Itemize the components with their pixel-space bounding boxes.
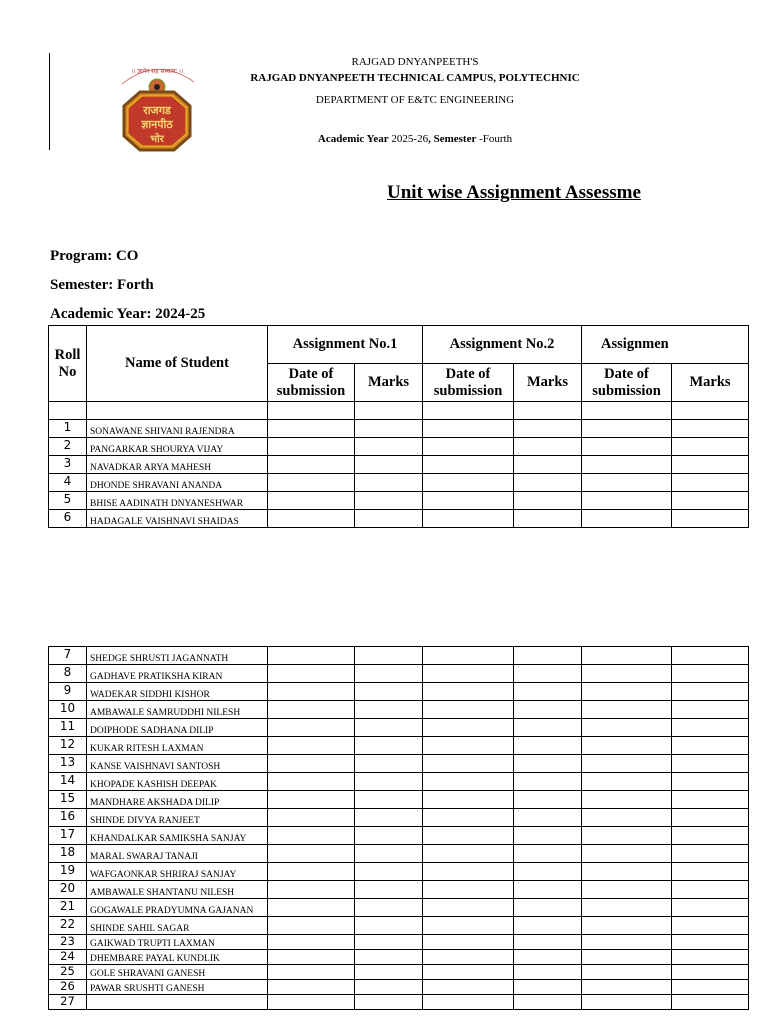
table-row [49,881,749,899]
roll-no-cell: 18 [49,845,87,863]
assignment-2-marks-cell[interactable] [514,845,582,863]
assignment-1-date-cell[interactable] [268,791,355,809]
assignment-3-date-cell[interactable] [582,845,672,863]
institute-logo [104,62,210,154]
assignment-1-date-cell[interactable] [268,492,355,510]
student-name-cell: DHONDE SHRAVANI ANANDA [87,474,268,492]
roll-no-cell: 26 [49,980,87,995]
student-name-cell: SHINDE SAHIL SAGAR [87,917,268,935]
assignment-1-marks-cell[interactable] [355,737,423,755]
roll-no-cell: 10 [49,701,87,719]
table-row [49,980,749,995]
assignment-3-marks-cell[interactable] [672,965,749,980]
assignment-1-marks-cell[interactable] [355,965,423,980]
assignment-2-marks-cell[interactable] [514,683,582,701]
assignment-1-marks-cell[interactable] [355,755,423,773]
table-row [49,995,749,1010]
assignment-1-marks-cell[interactable] [355,791,423,809]
assignment-3-marks-cell[interactable] [672,809,749,827]
student-name-cell: MARAL SWARAJ TANAJI [87,845,268,863]
assignment-1-date-cell[interactable] [268,950,355,965]
assignment-1-marks-cell[interactable] [355,863,423,881]
assignment-2-marks-cell[interactable] [514,965,582,980]
assignment-1-marks-cell[interactable] [355,950,423,965]
assignment-2-marks-cell[interactable] [514,881,582,899]
student-name-cell: DHEMBARE PAYAL KUNDLIK [87,950,268,965]
assignment-2-date-cell[interactable] [423,492,514,510]
assignment-1-header: Assignment No.1 [268,326,423,364]
assignment-3-date-cell[interactable] [582,456,672,474]
student-name-cell: GAIKWAD TRUPTI LAXMAN [87,935,268,950]
document-title: Unit wise Assignment Assessme [387,182,641,203]
assignment-2-date-cell[interactable] [423,863,514,881]
assignment-3-marks-cell[interactable] [672,456,749,474]
student-name-cell: GOGAWALE PRADYUMNA GAJANAN [87,899,268,917]
table-row [49,791,749,809]
assignment-1-marks-cell[interactable] [355,474,423,492]
assignment-1-date-cell[interactable] [268,881,355,899]
assignment-2-date-cell[interactable] [423,935,514,950]
assignment-1-marks-cell[interactable] [355,845,423,863]
assignment-3-marks-cell[interactable] [672,737,749,755]
assignment-1-date-cell[interactable] [268,917,355,935]
table-row [49,420,749,438]
assignment-3-date-cell[interactable] [582,809,672,827]
assignment-2-date-cell[interactable] [423,456,514,474]
roll-no-cell: 9 [49,683,87,701]
assignment-2-date-cell[interactable] [423,510,514,528]
assignment-3-marks-cell[interactable] [672,935,749,950]
assignment-3-marks-cell[interactable] [672,755,749,773]
student-name-cell: AMBAWALE SAMRUDDHI NILESH [87,701,268,719]
assignment-3-marks-cell[interactable] [672,438,749,456]
assignment-1-date-cell[interactable] [268,809,355,827]
semester-line: Semester: Forth [50,277,154,293]
assignment-2-date-cell[interactable] [423,980,514,995]
assignment-1-marks-cell[interactable] [355,492,423,510]
assignment-3-date-cell[interactable] [582,474,672,492]
assignment-1-date-cell[interactable] [268,965,355,980]
student-name-cell [87,995,268,1010]
assignment-1-marks-cell[interactable] [355,665,423,683]
assignment-3-marks-cell[interactable] [672,917,749,935]
student-name-cell: MANDHARE AKSHADA DILIP [87,791,268,809]
assignment-2-marks-cell[interactable] [514,773,582,791]
student-name-cell: GADHAVE PRATIKSHA KIRAN [87,665,268,683]
roll-no-cell: 17 [49,827,87,845]
semester-value: -Fourth [476,133,513,145]
assignment-2-date-cell[interactable] [423,950,514,965]
table-row [49,701,749,719]
assignment-2-date-cell[interactable] [423,755,514,773]
assignment-1-marks-cell[interactable] [355,719,423,737]
assignment-2-date-cell[interactable] [423,438,514,456]
student-name-cell: SONAWANE SHIVANI RAJENDRA [87,420,268,438]
assessment-table-page2 [48,646,673,1010]
student-name-cell: WAFGAONKAR SHRIRAJ SANJAY [87,863,268,881]
assignment-2-marks-cell[interactable] [514,510,582,528]
table-row [49,917,749,935]
student-name-cell: GOLE SHRAVANI GANESH [87,965,268,980]
assignment-3-marks-cell[interactable] [672,950,749,965]
table-row [49,492,749,510]
assignment-3-marks-cell[interactable] [672,647,749,665]
assignment-3-header: Assignmen [582,326,749,364]
assignment-2-date-cell[interactable] [423,995,514,1010]
assignment-2-date-cell[interactable] [423,665,514,683]
roll-no-cell: 27 [49,995,87,1010]
roll-no-cell: 14 [49,773,87,791]
assignment-3-marks-cell[interactable] [672,474,749,492]
assignment-3-date-cell[interactable] [582,420,672,438]
assignment-3-date-cell[interactable] [582,899,672,917]
assignment-2-marks-cell[interactable] [514,791,582,809]
roll-no-cell: 7 [49,647,87,665]
assignment-2-marks-cell[interactable] [514,701,582,719]
page-margin-line [49,53,50,150]
assignment-3-marks-cell[interactable] [672,845,749,863]
assignment-2-marks-cell[interactable] [514,809,582,827]
assignment-1-date-cell[interactable] [268,456,355,474]
student-name-cell: PANGARKAR SHOURYA VIJAY [87,438,268,456]
assignment-3-date-cell[interactable] [582,950,672,965]
assignment-2-date-cell[interactable] [423,917,514,935]
assignment-2-date-cell[interactable] [423,474,514,492]
assignment-1-date-cell[interactable] [268,980,355,995]
assignment-3-date-cell[interactable] [582,863,672,881]
assignment-1-marks-cell[interactable] [355,809,423,827]
assignment-3-date-cell[interactable] [582,935,672,950]
assignment-1-marks-cell[interactable] [355,773,423,791]
assignment-3-marks-cell[interactable] [672,881,749,899]
table-row [49,950,749,965]
marks-header: Marks [514,364,582,402]
assignment-1-date-cell[interactable] [268,827,355,845]
assignment-2-date-cell[interactable] [423,647,514,665]
table-row [49,809,749,827]
assignment-1-marks-cell[interactable] [355,881,423,899]
logo-ring-text: ।। ज्ञानेन सह संस्कारः ।। [130,68,184,75]
logo-text-2: ज्ञानपीठ [141,118,173,131]
academic-line [210,133,620,145]
student-name-cell: PAWAR SRUSHTI GANESH [87,980,268,995]
assignment-2-date-cell[interactable] [423,773,514,791]
assignment-1-marks-cell[interactable] [355,827,423,845]
assignment-3-marks-cell[interactable] [672,827,749,845]
student-name-cell: KHOPADE KASHISH DEEPAK [87,773,268,791]
academic-year-label: Academic Year [317,133,389,145]
assignment-1-date-cell[interactable] [268,420,355,438]
marks-header: Marks [355,364,423,402]
assignment-2-date-cell[interactable] [423,737,514,755]
assignment-1-date-cell[interactable] [268,773,355,791]
assignment-3-date-cell[interactable] [582,791,672,809]
assignment-1-marks-cell[interactable] [355,456,423,474]
table-row [49,827,749,845]
assignment-1-marks-cell[interactable] [355,980,423,995]
roll-no-cell: 5 [49,492,87,510]
assignment-2-marks-cell[interactable] [514,935,582,950]
assignment-3-date-cell[interactable] [582,719,672,737]
logo-text-1: राजगड [143,104,171,117]
assignment-3-date-cell[interactable] [582,881,672,899]
assignment-2-marks-cell[interactable] [514,950,582,965]
roll-no-cell: 11 [49,719,87,737]
table-row [49,737,749,755]
assignment-3-date-cell[interactable] [582,917,672,935]
student-name-cell: NAVADKAR ARYA MAHESH [87,456,268,474]
assignment-3-marks-cell[interactable] [672,899,749,917]
roll-no-cell: 21 [49,899,87,917]
assignment-3-marks-cell[interactable] [672,492,749,510]
roll-no-header: Roll No [49,326,87,402]
assignment-2-date-cell[interactable] [423,845,514,863]
student-name-cell: SHINDE DIVYA RANJEET [87,809,268,827]
assignment-2-date-cell[interactable] [423,827,514,845]
department-name: DEPARTMENT OF E&TC ENGINEERING [315,94,515,106]
assignment-1-marks-cell[interactable] [355,420,423,438]
assignment-3-marks-cell[interactable] [672,683,749,701]
assignment-1-date-cell[interactable] [268,863,355,881]
assignment-3-marks-cell[interactable] [672,773,749,791]
student-name-cell: KHANDALKAR SAMIKSHA SANJAY [87,827,268,845]
logo-text-3: भोर [150,134,164,145]
student-name-header: Name of Student [87,326,268,402]
assignment-3-date-cell[interactable] [582,438,672,456]
assignment-3-marks-cell[interactable] [672,701,749,719]
student-name-cell: KANSE VAISHNAVI SANTOSH [87,755,268,773]
assignment-2-date-cell[interactable] [423,965,514,980]
assignment-2-date-cell[interactable] [423,420,514,438]
assignment-2-marks-cell[interactable] [514,438,582,456]
assignment-2-marks-cell[interactable] [514,456,582,474]
assignment-3-date-cell[interactable] [582,737,672,755]
assignment-3-date-cell[interactable] [582,492,672,510]
assignment-3-marks-cell[interactable] [672,510,749,528]
semester-label: , Semester [428,133,477,145]
roll-no-cell: 23 [49,935,87,950]
assignment-2-marks-cell[interactable] [514,665,582,683]
assignment-1-date-cell[interactable] [268,737,355,755]
student-name-cell: KUKAR RITESH LAXMAN [87,737,268,755]
table-row [49,665,749,683]
institute-parent-name: RAJGAD DNYANPEETH'S [351,56,479,68]
table-row [49,755,749,773]
assignment-1-date-cell[interactable] [268,474,355,492]
assignment-1-marks-cell[interactable] [355,683,423,701]
roll-no-cell: 24 [49,950,87,965]
table-row [49,719,749,737]
assignment-1-marks-cell[interactable] [355,438,423,456]
date-header: Date of submission [423,364,514,402]
roll-no-cell: 13 [49,755,87,773]
roll-no-cell: 22 [49,917,87,935]
assignment-2-date-cell[interactable] [423,719,514,737]
roll-no-cell: 25 [49,965,87,980]
table-row [49,683,749,701]
assignment-1-date-cell[interactable] [268,995,355,1010]
assignment-1-date-cell[interactable] [268,701,355,719]
assignment-3-marks-cell[interactable] [672,665,749,683]
assignment-3-marks-cell[interactable] [672,420,749,438]
assignment-2-marks-cell[interactable] [514,492,582,510]
assignment-2-marks-cell[interactable] [514,420,582,438]
assignment-1-marks-cell[interactable] [355,935,423,950]
assignment-3-date-cell[interactable] [582,980,672,995]
assignment-2-marks-cell[interactable] [514,474,582,492]
assignment-1-marks-cell[interactable] [355,701,423,719]
roll-no-cell: 6 [49,510,87,528]
table-row [49,845,749,863]
assignment-1-date-cell[interactable] [268,438,355,456]
assignment-2-marks-cell[interactable] [514,980,582,995]
assignment-3-date-cell[interactable] [582,995,672,1010]
assignment-3-date-cell[interactable] [582,773,672,791]
assignment-2-date-cell[interactable] [423,701,514,719]
assignment-1-marks-cell[interactable] [355,647,423,665]
assignment-3-date-cell[interactable] [582,701,672,719]
table-row [49,863,749,881]
assignment-1-marks-cell[interactable] [355,510,423,528]
academic-year-line: Academic Year: 2024-25 [50,306,206,322]
roll-no-cell: 16 [49,809,87,827]
assignment-1-date-cell[interactable] [268,845,355,863]
roll-no-cell: 20 [49,881,87,899]
assignment-2-marks-cell[interactable] [514,863,582,881]
student-name-cell: WADEKAR SIDDHI KISHOR [87,683,268,701]
student-name-cell: BHISE AADINATH DNYANESHWAR [87,492,268,510]
roll-no-cell: 1 [49,420,87,438]
roll-no-cell: 3 [49,456,87,474]
assignment-3-date-cell[interactable] [582,683,672,701]
assignment-2-marks-cell[interactable] [514,899,582,917]
assignment-2-marks-cell[interactable] [514,647,582,665]
table-row [49,935,749,950]
assignment-1-date-cell[interactable] [268,755,355,773]
roll-no-cell: 12 [49,737,87,755]
roll-no-cell: 15 [49,791,87,809]
program-line: Program: CO [50,248,139,264]
assessment-table-page1 [48,325,731,528]
assignment-2-marks-cell[interactable] [514,995,582,1010]
assignment-2-date-cell[interactable] [423,791,514,809]
assignment-3-date-cell[interactable] [582,965,672,980]
table-row [49,456,749,474]
table-row [49,965,749,980]
table-row [49,438,749,456]
student-name-cell: SHEDGE SHRUSTI JAGANNATH [87,647,268,665]
assignment-2-date-cell[interactable] [423,881,514,899]
assignment-1-marks-cell[interactable] [355,899,423,917]
table-row [49,899,749,917]
assignment-2-marks-cell[interactable] [514,719,582,737]
assignment-3-marks-cell[interactable] [672,719,749,737]
assignment-1-marks-cell[interactable] [355,917,423,935]
roll-no-cell: 4 [49,474,87,492]
assignment-3-marks-cell[interactable] [672,863,749,881]
table-row [49,647,749,665]
date-header: Date of submission [582,364,672,402]
assignment-3-marks-cell[interactable] [672,791,749,809]
assignment-2-header: Assignment No.2 [423,326,582,364]
assignment-2-marks-cell[interactable] [514,917,582,935]
assignment-3-date-cell[interactable] [582,665,672,683]
assignment-3-marks-cell[interactable] [672,995,749,1010]
student-name-cell: HADAGALE VAISHNAVI SHAIDAS [87,510,268,528]
roll-no-cell: 8 [49,665,87,683]
roll-no-cell: 2 [49,438,87,456]
table-row [49,773,749,791]
assignment-1-marks-cell[interactable] [355,995,423,1010]
assignment-2-marks-cell[interactable] [514,737,582,755]
institute-name: RAJGAD DNYANPEETH TECHNICAL CAMPUS, POLYTECHNIC [250,72,580,84]
marks-header: Marks [672,364,749,402]
assignment-3-date-cell[interactable] [582,755,672,773]
assignment-2-date-cell[interactable] [423,899,514,917]
assignment-1-date-cell[interactable] [268,665,355,683]
assignment-2-marks-cell[interactable] [514,755,582,773]
assignment-2-date-cell[interactable] [423,809,514,827]
assignment-3-date-cell[interactable] [582,647,672,665]
academic-year-value: 2025-26 [391,133,429,145]
assignment-2-marks-cell[interactable] [514,827,582,845]
assignment-1-date-cell[interactable] [268,719,355,737]
assignment-1-date-cell[interactable] [268,935,355,950]
student-name-cell: DOIPHODE SADHANA DILIP [87,719,268,737]
assignment-3-date-cell[interactable] [582,827,672,845]
assignment-1-date-cell[interactable] [268,510,355,528]
date-header: Date of submission [268,364,355,402]
assignment-1-date-cell[interactable] [268,683,355,701]
table-row [49,474,749,492]
assignment-3-marks-cell[interactable] [672,980,749,995]
assignment-2-date-cell[interactable] [423,683,514,701]
table-row [49,510,749,528]
assignment-1-date-cell[interactable] [268,899,355,917]
assignment-3-date-cell[interactable] [582,510,672,528]
roll-no-cell: 19 [49,863,87,881]
student-name-cell: AMBAWALE SHANTANU NILESH [87,881,268,899]
assignment-1-date-cell[interactable] [268,647,355,665]
